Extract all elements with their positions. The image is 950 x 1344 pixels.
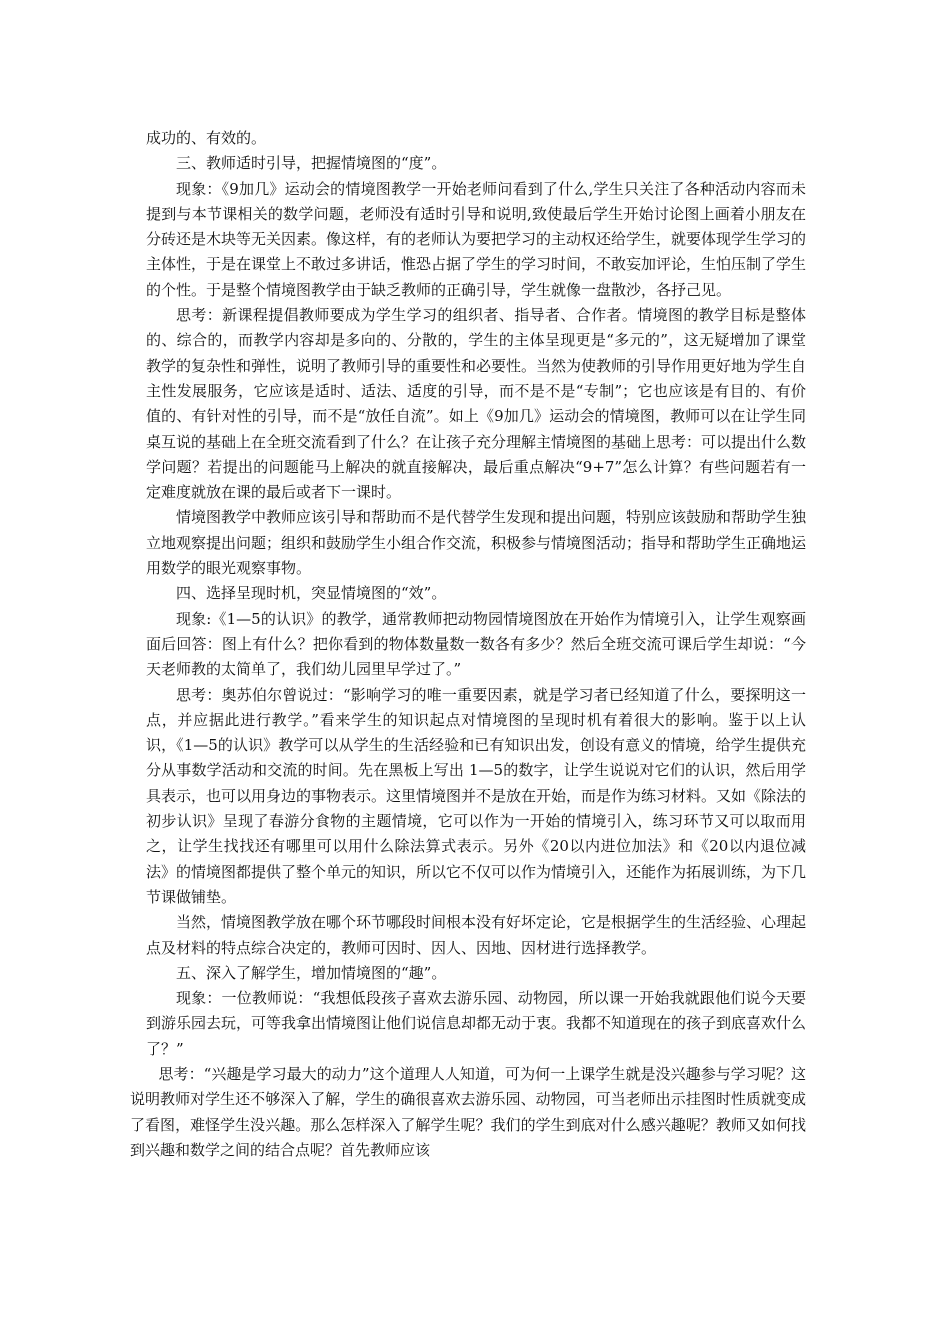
- reflection-paragraph-5: 思考：“兴趣是学习最大的动力”这个道理人人知道，可为何一上课学生就是没兴趣参与学习呢？这说明教师对学生还不够深入了解，学生的确很喜欢去游乐园、动物园，可当老师出示挂图时性质就变成了看图，难怪学生没兴趣。那么怎样深入了解学生呢？我们的学生到底对什么感兴趣呢？教师又如何找到兴趣和数学之间的结合点呢？首先教师应该: [130, 1064, 806, 1159]
- section-heading-4: 四、选择呈现时机，突显情境图的“效”。: [176, 584, 447, 603]
- guidance-paragraph-3: 情境图教学中教师应该引导和帮助而不是代替学生发现和提出问题，特别应该鼓励和帮助学生独立地观察提出问题；组织和鼓励学生小组合作交流，积极参与情境图活动；指导和帮助学生正确地运用数学的眼光观察事物。: [146, 508, 807, 578]
- phenomenon-paragraph-5: 现象：一位教师说：“我想低段孩子喜欢去游乐园、动物园，所以课一开始我就跟他们说今天要到游乐园去玩，可等我拿出情境图让他们说信息却都无动于衷。我都不知道现在的孩子到底喜欢什么了？”: [146, 989, 807, 1058]
- conclusion-paragraph-4: 当然，情境图教学放在哪个环节哪段时间根本没有好坏定论，它是根据学生的生活经验、心理起点及材料的特点综合决定的，教师可因时、因人、因地、因材进行选择教学。: [146, 913, 807, 957]
- document-page: [130, 126, 807, 1163]
- reflection-paragraph-4: 思考：奥苏伯尔曾说过：“影响学习的唯一重要因素，就是学习者已经知道了什么，要探明这一点，并应据此进行教学。”看来学生的知识起点对情境图的呈现时机有着很大的影响。鉴于以上认识，《1—5的认识》教学可以从学生的生活经验和已有知识出发，创设有意义的情境，给学生提供充分从事数学活动和交流的时间。先在黑板上写出 1—5的数字，让学生说说对它们的认识，然后用学具表示，也可以用身边的事物表示。这里情境图并不是放在开始，而是作为练习材料。又如《除法的初步认识》呈现了春游分食物的主题情境，它可以作为一开始的情境引入，练习环节又可以取而用之，让学生找找还有哪里可以用什么除法算式表示。另外《20以内进位加法》和《20以内退位减法》的情境图都提供了整个单元的知识，所以它不仅可以作为情境引入，还能作为拓展训练，为下几节课做铺垫。: [146, 685, 807, 906]
- phenomenon-paragraph-3: 现象：《9加几》运动会的情境图教学一开始老师问看到了什么,学生只关注了各种活动内容而未提到与本节课相关的数学问题，老师没有适时引导和说明,致使最后学生开始讨论图上画着小朋友在分砖还是木块等无关因素。像这样，有的老师认为要把学习的主动权还给学生，就要体现学生学习的主体性，于是在课堂上不敢过多讲话，惟恐占据了学生的学习时间，不敢妄加评论，生怕压制了学生的个性。于是整个情境图教学由于缺乏教师的正确引导，学生就像一盘散沙，各抒己见。: [146, 179, 807, 299]
- reflection-paragraph-3: 思考：新课程提倡教师要成为学生学习的组织者、指导者、合作者。情境图的教学目标是整体的、综合的，而教学内容却是多向的、分散的，学生的主体呈现更是“多元的”，这无疑增加了课堂教学的复杂性和弹性，说明了教师引导的重要性和必要性。当然为使教师的引导作用更好地为学生自主性发展服务，它应该是适时、适法、适度的引导，而不是不是“专制”；它也应该是有目的、有价值的、有针对性的引导，而不是“放任自流”。如上《9加几》运动会的情境图，教师可以在让学生同桌互说的基础上在全班交流看到了什么？在让孩子充分理解主情境图的基础上思考：可以提出什么数学问题？若提出的问题能马上解决的就直接解决，最后重点解决“9+7”怎么计算？有些问题若有一定难度就放在课的最后或者下一课时。: [146, 306, 807, 502]
- section-heading-3: 三、教师适时引导，把握情境图的“度”。: [176, 154, 447, 173]
- paragraph-continuation: 成功的、有效的。: [146, 129, 267, 147]
- section-heading-5: 五、深入了解学生，增加情境图的“趣”。: [176, 963, 447, 982]
- phenomenon-paragraph-4: 现象:《1—5的认识》的教学，通常教师把动物园情境图放在开始作为情境引入，让学生观察画面后回答：图上有什么？把你看到的物体数量数一数各有多少？然后全班交流可课后学生却说：“今天老师教的太简单了，我们幼儿园里早学过了。”: [146, 609, 806, 679]
